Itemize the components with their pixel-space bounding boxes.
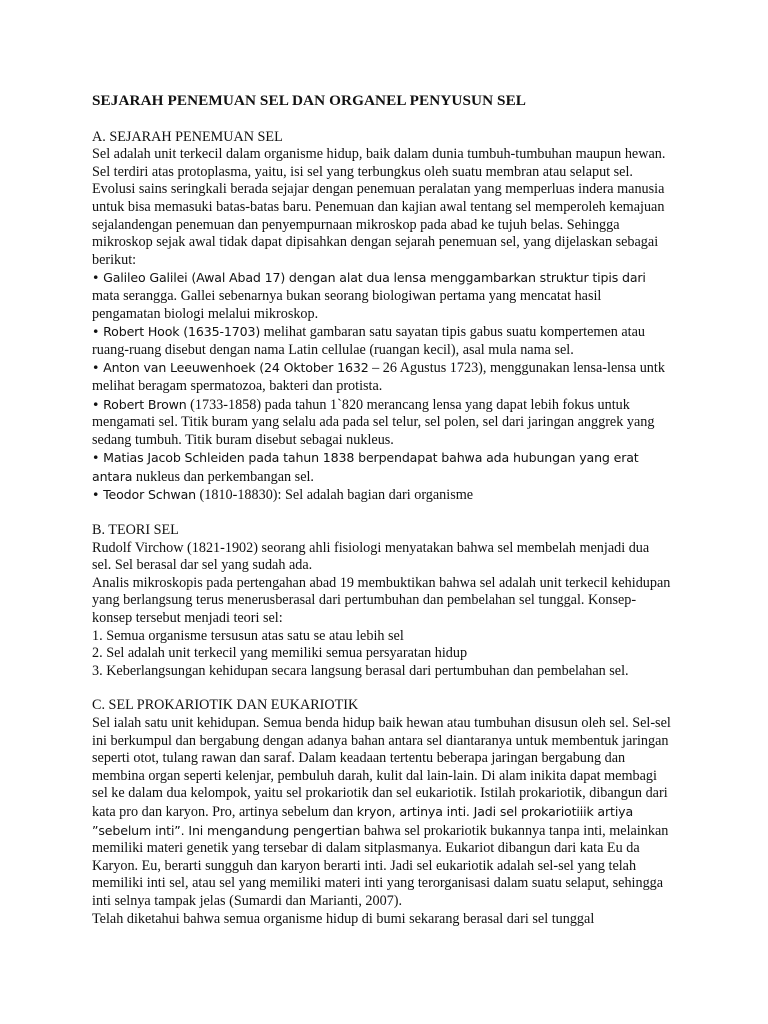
paragraph: Analis mikroskopis pada pertengahan abad 19 membuktikan bahwa sel adalah unit terkecil kehidupan yang berlangsung terus menerusberasal dari pertumbuhan dan pembelahan sel tunggal. Konsep-konsep tersebut menjadi teori sel: [92, 574, 671, 627]
bullet-item [92, 359, 672, 395]
bullet-lead: • Anton van Leeuwenhoek (24 Oktober 1632 [92, 360, 369, 376]
section-sejarah [92, 129, 672, 505]
bullet-item [92, 486, 672, 505]
paragraph: Sel adalah unit terkecil dalam organisme hidup, baik dalam dunia tumbuh-tumbuhan maupun hewan. Sel terdiri atas protoplasma, yaitu, isi sel yang terbungkus oleh suatu membran atau selaput sel. [92, 146, 666, 180]
bullet-lead: • Robert Hook (1635-1703) [92, 324, 261, 340]
section-prokariotik-eukariotik [92, 697, 672, 928]
section-heading: B. TEORI SEL [92, 522, 179, 539]
document-title: SEJARAH PENEMUAN SEL DAN ORGANEL PENYUSUN SEL [92, 92, 527, 109]
paragraph: Evolusi sains seringkali berada sejajar dengan penemuan peralatan yang memperluas indera manusia untuk bisa memasuki batas-batas baru. Penemuan dan kajian awal tentang sel memperoleh kemajuan sejalandengan penemuan dan penyempurnaan mikroskop pada abad ke tujuh belas. Sehingga mikroskop sejak awal tidak dapat dipisahkan dengan sejarah penemuan sel, yang dijelaskan sebagai berikut: [92, 181, 665, 268]
paragraph: Telah diketahui bahwa semua organisme hidup di bumi sekarang berasal dari sel tunggal [92, 910, 595, 927]
bullet-lead: • Matias Jacob Schleiden pada tahun 1838 berpendapat bahwa ada hubungan yang erat antara [92, 450, 639, 484]
bullet-lead: • Galileo Galilei (Awal Abad 17) dengan alat dua lensa menggambarkan struktur tipis dari [92, 270, 646, 286]
paragraph-text-alt: kryon, artinya inti. Jadi sel prokariotiiik artiya ”sebelum inti”. Ini mengandung pengertian [92, 803, 634, 838]
paragraph-text: bahwa sel prokariotik bukannya tanpa inti, melainkan memiliki materi genetik yang tersebar di dalam sitplasmanya. Eukariot dibangun dari kata Eu da Karyon. Eu, berarti sungguh dan karyon berarti inti. Jadi sel eukariotik adalah sel-sel yang telah memiliki inti sel, atau sel yang memiliki materi inti yang terorganisasi dalam suatu selaput, sehingga inti selnya tampak jelas (Sumardi dan Marianti, 2007). [92, 822, 669, 909]
bullet-rest: nukleus dan perkembangan sel. [135, 468, 314, 485]
paragraph-text: Sel ialah satu unit kehidupan. Semua benda hidup baik hewan atau tumbuhan disusun oleh sel. Sel-sel ini berkumpul dan bergabung dengan adanya bahan antara sel diantaranya untuk membentuk jaringan seperti otot, tulang rawan dan saraf. Dalam keadaan tertentu beberapa jaringan bergabung dan membina organ seperti kelenjar, pembuluh darah, kulit dal lain-lain. Di alam inikita dapat membagi sel ke dalam dua kelompok, yaitu sel prokariotik dan sel eukariotik. Istilah prokariotik, dibangun dari kata pro dan karyon. Pro, artinya sebelum dan [92, 715, 671, 820]
section-heading: A. SEJARAH PENEMUAN SEL [92, 128, 283, 145]
bullet-rest: (1810-18830): Sel adalah bagian dari organisme [195, 487, 474, 504]
bullet-lead: • Robert Brown [92, 396, 187, 412]
section-teori-sel [92, 522, 672, 680]
list-item: 2. Sel adalah unit terkecil yang memiliki semua persyaratan hidup [92, 645, 468, 662]
bullet-lead: • Teodor Schwan [92, 487, 196, 503]
bullet-rest: mata serangga. Gallei sebenarnya bukan seorang biologiwan pertama yang mencatat hasil pengamatan biologi melalui mikroskop. [92, 287, 602, 322]
bullet-rest: (1733-1858) pada tahun 1`820 merancang lensa yang dapat lebih fokus untuk mengamati sel. Titik buram yang selalu ada pada sel telur, sel polen, sel dari jaringan anggrek yang sedang tumbuh. Titik buram disebut sebagai nukleus. [92, 396, 655, 448]
bullet-rest: – 26 Agustus 1723), menggunakan lensa-lensa untk melihat beragam spermatozoa, bakteri dan protista. [92, 360, 665, 394]
section-heading: C. SEL PROKARIOTIK DAN EUKARIOTIK [92, 697, 359, 714]
list-item: 3. Keberlangsungan kehidupan secara langsung berasal dari pertumbuhan dan pembelahan sel. [92, 662, 629, 679]
bullet-item [92, 323, 672, 359]
paragraph [92, 715, 672, 911]
paragraph: Rudolf Virchow (1821-1902) seorang ahli fisiologi menyatakan bahwa sel membelah menjadi dua sel. Sel berasal dar sel yang sudah ada. [92, 539, 650, 574]
bullet-item [92, 269, 672, 323]
list-item: 1. Semua organisme tersusun atas satu se atau lebih sel [92, 627, 404, 644]
bullet-rest: melihat gambaran satu sayatan tipis gabus suatu kompertemen atau ruang-ruang disebut dengan nama Latin cellulae (ruangan kecil), asal mula nama sel. [92, 324, 646, 358]
bullet-item [92, 449, 672, 486]
bullet-item [92, 396, 672, 450]
